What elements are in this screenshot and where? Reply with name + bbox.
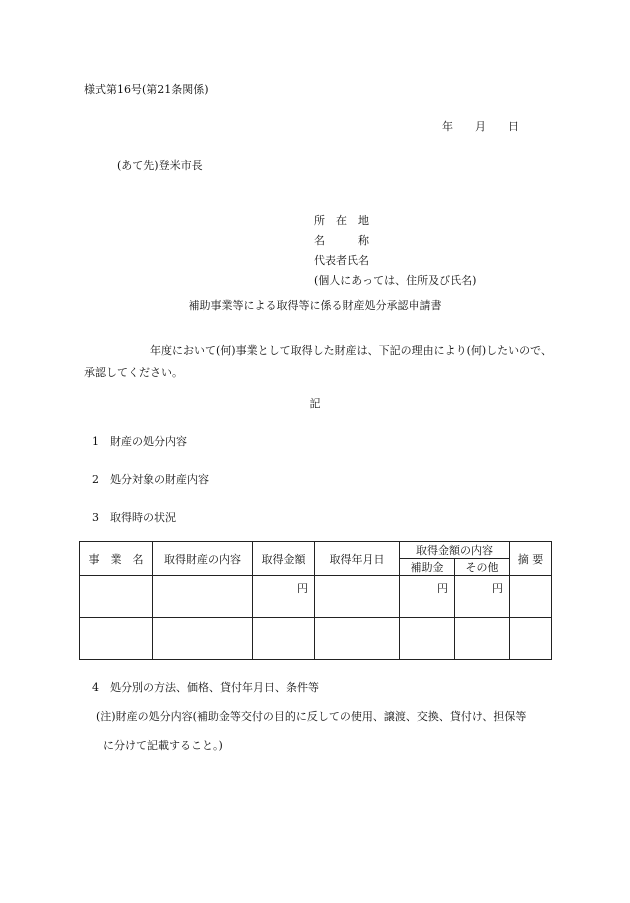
- cell-date[interactable]: [315, 576, 400, 618]
- individual-note: (個人にあっては、住所及び氏名): [314, 274, 477, 287]
- header-subsidy: 補助金: [400, 559, 455, 576]
- date-month: 月: [475, 120, 486, 133]
- item-2: 2 処分対象の財産内容: [92, 473, 209, 486]
- header-breakdown: 取得金額の内容: [400, 542, 510, 559]
- header-remarks: 摘 要: [510, 542, 552, 576]
- asset-table: [79, 541, 552, 660]
- cell-other[interactable]: 円: [455, 576, 510, 618]
- representative-label: 代表者氏名: [314, 254, 369, 267]
- cell-date[interactable]: [315, 618, 400, 660]
- cell-subsidy[interactable]: 円: [400, 576, 455, 618]
- applicant-block: [314, 211, 476, 291]
- item-4: 4 処分別の方法、価格、貸付年月日、条件等: [92, 681, 319, 694]
- note-line-2: に分けて記載すること。): [103, 739, 223, 752]
- table-header-row: [80, 542, 552, 559]
- body-text: [84, 340, 554, 384]
- cell-amount[interactable]: 円: [253, 576, 315, 618]
- cell-project-name[interactable]: [80, 576, 153, 618]
- document-title: 補助事業等による取得等に係る財産処分承認申請書: [188, 299, 442, 312]
- date-line: [442, 121, 519, 132]
- form-number: 様式第16号(第21条関係): [84, 83, 209, 96]
- ki-heading: 記: [309, 397, 321, 410]
- header-date: 取得年月日: [315, 542, 400, 576]
- addressee: (あて先)登米市長: [117, 159, 203, 172]
- date-day: 日: [508, 120, 519, 133]
- date-year: 年: [442, 120, 453, 133]
- header-asset-content: 取得財産の内容: [153, 542, 253, 576]
- name-label: 名 称: [314, 234, 369, 247]
- header-other: その他: [455, 559, 510, 576]
- table-row: [80, 618, 552, 660]
- item-1: 1 財産の処分内容: [92, 435, 187, 448]
- cell-project-name[interactable]: [80, 618, 153, 660]
- header-project-name: 事 業 名: [80, 542, 153, 576]
- item-3: 3 取得時の状況: [92, 511, 176, 524]
- cell-amount[interactable]: [253, 618, 315, 660]
- cell-asset-content[interactable]: [153, 576, 253, 618]
- cell-other[interactable]: [455, 618, 510, 660]
- cell-remarks[interactable]: [510, 576, 552, 618]
- cell-remarks[interactable]: [510, 618, 552, 660]
- cell-subsidy[interactable]: [400, 618, 455, 660]
- table-row: [80, 576, 552, 618]
- body-sentence: 年度において(何)事業として取得した財産は、下記の理由により(何)したいので、承認してください。: [84, 344, 552, 379]
- header-amount: 取得金額: [253, 542, 315, 576]
- cell-asset-content[interactable]: [153, 618, 253, 660]
- note-line-1: (注)財産の処分内容(補助金等交付の目的に反しての使用、譲渡、交換、貸付け、担保等: [96, 710, 527, 723]
- address-label: 所 在 地: [314, 214, 369, 227]
